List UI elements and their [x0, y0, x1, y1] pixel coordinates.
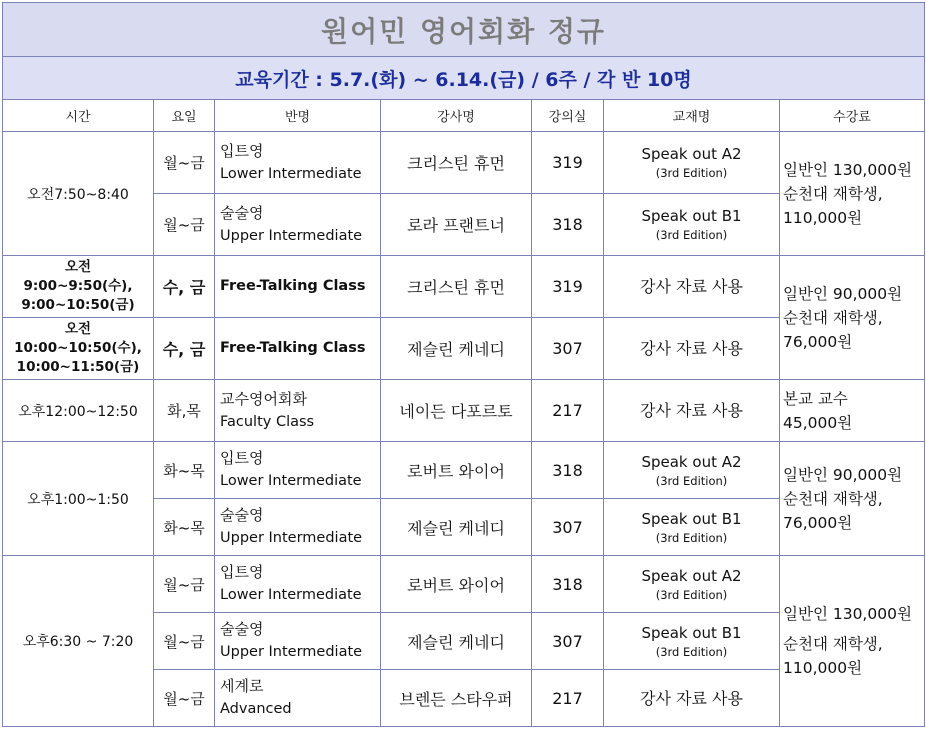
day-cell: 화~목 [154, 499, 215, 556]
header-class: 반명 [215, 100, 381, 132]
textbook-title: Speak out B1 [641, 509, 742, 528]
day-cell: 월~금 [154, 194, 215, 256]
room-cell: 217 [532, 670, 604, 727]
teacher-cell: 제슬린 케네디 [381, 499, 532, 556]
room-cell: 319 [532, 132, 604, 194]
header-day: 요일 [154, 100, 215, 132]
room-cell: 318 [532, 556, 604, 613]
day-cell: 화~목 [154, 442, 215, 499]
class-level: Lower Intermediate [220, 587, 362, 603]
textbook-edition: (3rd Edition) [655, 166, 728, 180]
fee-line: 순천대 재학생, [783, 489, 883, 508]
textbook-cell: 강사 자료 사용 [604, 256, 780, 318]
day-cell: 수, 금 [154, 318, 215, 380]
table-row [3, 132, 925, 194]
fee-line: 본교 교수 [783, 389, 848, 408]
time-cell: 오후12:00~12:50 [3, 380, 154, 442]
textbook-edition: (3rd Edition) [655, 644, 728, 659]
header-time: 시간 [3, 100, 154, 132]
room-cell: 319 [532, 256, 604, 318]
textbook-cell: 강사 자료 사용 [604, 670, 780, 727]
fee-line: 76,000원 [783, 332, 853, 351]
class-cell [215, 556, 381, 613]
class-level: Upper Intermediate [220, 530, 363, 546]
fee-line: 순천대 재학생, [783, 308, 883, 327]
teacher-cell: 브렌든 스타우퍼 [381, 670, 532, 727]
header-teacher: 강사명 [381, 100, 532, 132]
class-name-ko: 술술영 [220, 506, 264, 524]
textbook-title: Speak out A2 [641, 566, 742, 585]
class-cell [215, 380, 381, 442]
time-cell [3, 256, 154, 318]
class-cell: Free-Talking Class [215, 256, 381, 318]
room-cell: 318 [532, 442, 604, 499]
class-level: Faculty Class [220, 413, 315, 430]
fee-cell [780, 132, 925, 256]
day-cell: 월~금 [154, 670, 215, 727]
textbook-cell: 강사 자료 사용 [604, 318, 780, 380]
textbook-edition: (3rd Edition) [655, 587, 728, 602]
fee-line: 일반인 90,000원 [783, 284, 903, 303]
textbook-cell [604, 556, 780, 613]
teacher-cell: 크리스틴 휴먼 [381, 256, 532, 318]
textbook-edition: (3rd Edition) [655, 530, 728, 545]
room-cell: 217 [532, 380, 604, 442]
fee-line: 일반인 130,000원 [783, 160, 912, 179]
education-period: 교육기간 : 5.7.(화) ~ 6.14.(금) / 6주 / 각 반 10명 [3, 57, 925, 100]
room-cell: 318 [532, 194, 604, 256]
header-fee: 수강료 [780, 100, 925, 132]
time-cell [3, 318, 154, 380]
teacher-cell: 제슬린 케네디 [381, 318, 532, 380]
class-level: Advanced [220, 701, 292, 717]
fee-line: 순천대 재학생, [783, 184, 883, 203]
table-row [3, 556, 925, 613]
time-cell: 오후1:00~1:50 [3, 442, 154, 556]
textbook-cell [604, 194, 780, 256]
class-cell: Free-Talking Class [215, 318, 381, 380]
teacher-cell: 로버트 와이어 [381, 442, 532, 499]
table-row [3, 256, 925, 318]
room-cell: 307 [532, 318, 604, 380]
teacher-cell: 네이든 다포르토 [381, 380, 532, 442]
time-cell: 오전7:50~8:40 [3, 132, 154, 256]
class-cell [215, 499, 381, 556]
fee-cell [780, 256, 925, 380]
fee-line: 일반인 130,000원 [783, 605, 912, 623]
fee-line: 76,000원 [783, 513, 853, 532]
fee-cell [780, 442, 925, 556]
header-textbook: 교재명 [604, 100, 780, 132]
time-line: 9:00~9:50(수), [23, 278, 133, 294]
class-name-ko: 술술영 [220, 620, 264, 638]
teacher-cell: 제슬린 케네디 [381, 613, 532, 670]
teacher-cell: 로버트 와이어 [381, 556, 532, 613]
table-row [3, 442, 925, 499]
schedule-table [2, 2, 925, 727]
fee-cell [780, 556, 925, 727]
class-name-ko: 입트영 [220, 141, 264, 160]
class-cell [215, 194, 381, 256]
room-cell: 307 [532, 499, 604, 556]
time-line: 오전 [64, 259, 92, 275]
time-line: 10:00~10:50(수), [14, 340, 142, 356]
class-level: Upper Intermediate [220, 227, 363, 244]
textbook-edition: (3rd Edition) [655, 473, 728, 488]
day-cell: 월~금 [154, 132, 215, 194]
textbook-cell [604, 442, 780, 499]
textbook-cell [604, 499, 780, 556]
class-cell [215, 613, 381, 670]
class-name-ko: 술술영 [220, 203, 264, 222]
room-cell: 307 [532, 613, 604, 670]
fee-line: 110,000원 [783, 659, 863, 677]
time-line: 오전 [64, 321, 92, 337]
textbook-cell [604, 613, 780, 670]
table-row [3, 380, 925, 442]
day-cell: 월~금 [154, 556, 215, 613]
textbook-title: Speak out A2 [641, 452, 742, 471]
fee-line: 순천대 재학생, [783, 635, 883, 653]
class-cell [215, 132, 381, 194]
class-name-ko: 세계로 [220, 677, 264, 695]
textbook-cell [604, 132, 780, 194]
header-room: 강의실 [532, 100, 604, 132]
class-cell [215, 670, 381, 727]
time-cell: 오후6:30 ~ 7:20 [3, 556, 154, 727]
fee-line: 45,000원 [783, 413, 853, 432]
textbook-title: Speak out A2 [641, 145, 742, 163]
day-cell: 화,목 [154, 380, 215, 442]
textbook-cell: 강사 자료 사용 [604, 380, 780, 442]
teacher-cell: 로라 프랜트너 [381, 194, 532, 256]
time-line: 9:00~10:50(금) [21, 297, 135, 313]
class-level: Lower Intermediate [220, 165, 362, 182]
class-name-ko: 입트영 [220, 449, 264, 467]
textbook-edition: (3rd Edition) [655, 228, 728, 242]
day-cell: 월~금 [154, 613, 215, 670]
class-cell [215, 442, 381, 499]
class-level: Upper Intermediate [220, 644, 363, 660]
class-name-ko: 입트영 [220, 563, 264, 581]
teacher-cell: 크리스틴 휴먼 [381, 132, 532, 194]
class-name-ko: 교수영어회화 [220, 389, 307, 408]
day-cell: 수, 금 [154, 256, 215, 318]
page-title: 원어민 영어회화 정규 [3, 3, 925, 57]
fee-cell [780, 380, 925, 442]
time-line: 10:00~11:50(금) [16, 359, 140, 375]
class-level: Lower Intermediate [220, 473, 362, 489]
fee-line: 110,000원 [783, 208, 863, 227]
fee-line: 일반인 90,000원 [783, 465, 903, 484]
textbook-title: Speak out B1 [641, 207, 742, 225]
textbook-title: Speak out B1 [641, 623, 742, 642]
